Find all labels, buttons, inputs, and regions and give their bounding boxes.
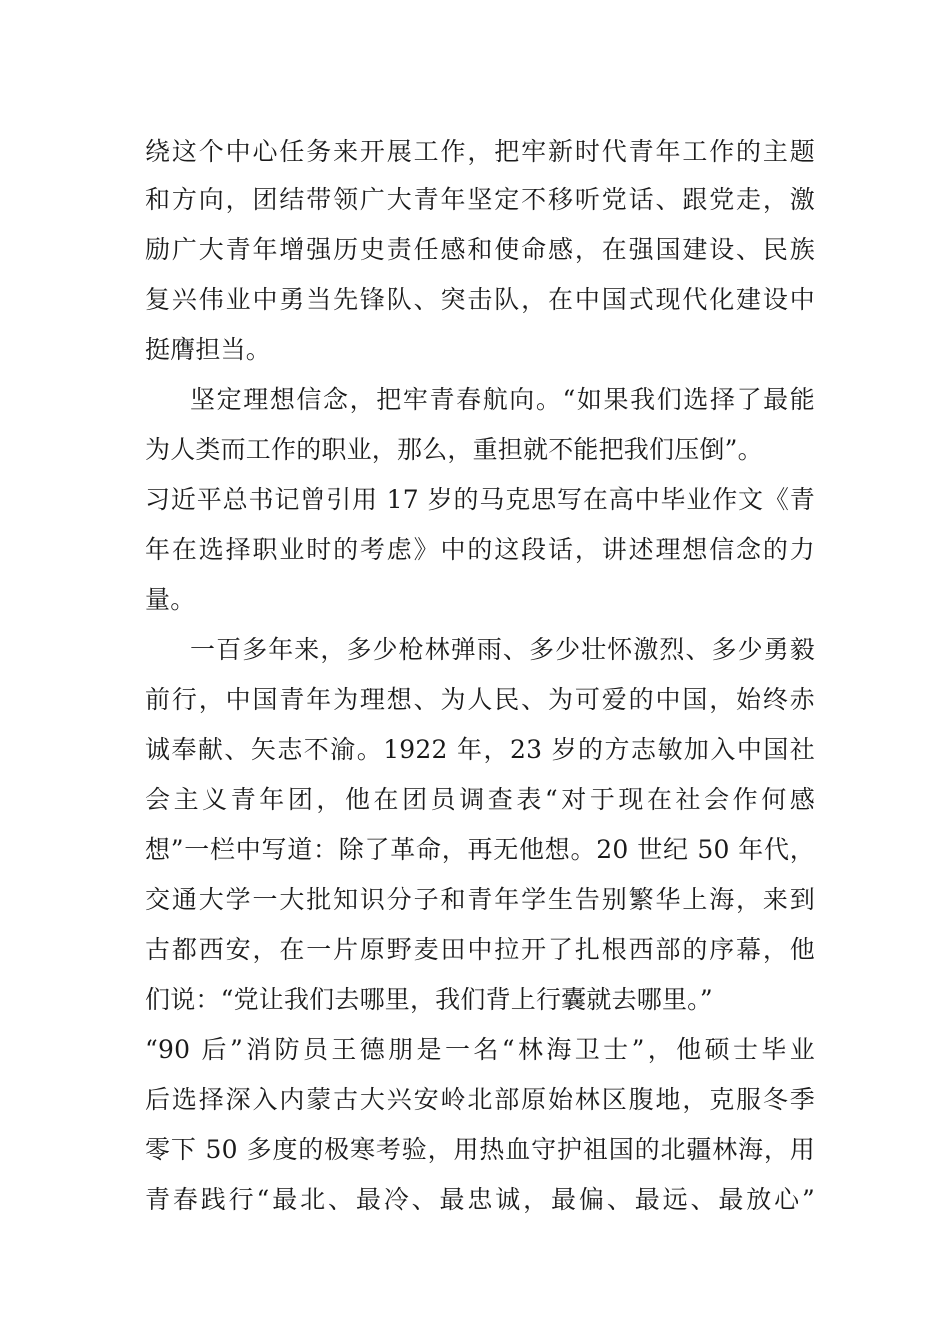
p1-line-5: 挺膺担当。 bbox=[145, 335, 272, 364]
p2-line-1: 坚定理想信念，把牢青春航向。“如果我们选择了最能 bbox=[190, 385, 815, 414]
p3-line-7: 古都西安，在一片原野麦田中拉开了扎根西部的序幕，他 bbox=[145, 935, 815, 964]
p2-line-4: 年在选择职业时的考虑》中的这段话，讲述理想信念的力 bbox=[145, 535, 815, 564]
p3-line-2: 前行，中国青年为理想、为人民、为可爱的中国，始终赤 bbox=[145, 685, 815, 714]
p1-line-4: 复兴伟业中勇当先锋队、突击队，在中国式现代化建设中 bbox=[145, 285, 815, 314]
p3-line-1: 一百多年来，多少枪林弹雨、多少壮怀激烈、多少勇毅 bbox=[190, 635, 815, 664]
p3-line-3: 诚奉献、矢志不渝。1922 年，23 岁的方志敏加入中国社 bbox=[145, 735, 815, 764]
p3-line-6: 交通大学一大批知识分子和青年学生告别繁华上海，来到 bbox=[145, 885, 815, 914]
p3-line-10: 后选择深入内蒙古大兴安岭北部原始林区腹地，克服冬季 bbox=[145, 1085, 815, 1114]
p3-line-4: 会主义青年团，他在团员调查表“对于现在社会作何感 bbox=[145, 785, 815, 814]
p3-line-8: 们说：“党让我们去哪里，我们背上行囊就去哪里。” bbox=[145, 985, 713, 1014]
p1-line-1: 绕这个中心任务来开展工作，把牢新时代青年工作的主题 bbox=[145, 137, 815, 166]
p2-line-5: 量。 bbox=[145, 585, 196, 614]
p2-line-2: 为人类而工作的职业，那么，重担就不能把我们压倒”。 bbox=[145, 435, 763, 464]
p3-line-5: 想”一栏中写道：除了革命，再无他想。20 世纪 50 年代， bbox=[145, 835, 815, 864]
p3-line-9: “90 后”消防员王德朋是一名“林海卫士”，他硕士毕业 bbox=[145, 1035, 815, 1064]
p1-line-3: 励广大青年增强历史责任感和使命感，在强国建设、民族 bbox=[145, 235, 815, 264]
p3-line-12: 青春践行“最北、最冷、最忠诚，最偏、最远、最放心” bbox=[145, 1185, 815, 1214]
p1-line-2: 和方向，团结带领广大青年坚定不移听党话、跟党走，激 bbox=[145, 185, 815, 214]
p3-line-11: 零下 50 多度的极寒考验，用热血守护祖国的北疆林海，用 bbox=[145, 1135, 815, 1164]
p2-line-3: 习近平总书记曾引用 17 岁的马克思写在高中毕业作文《青 bbox=[145, 485, 815, 514]
